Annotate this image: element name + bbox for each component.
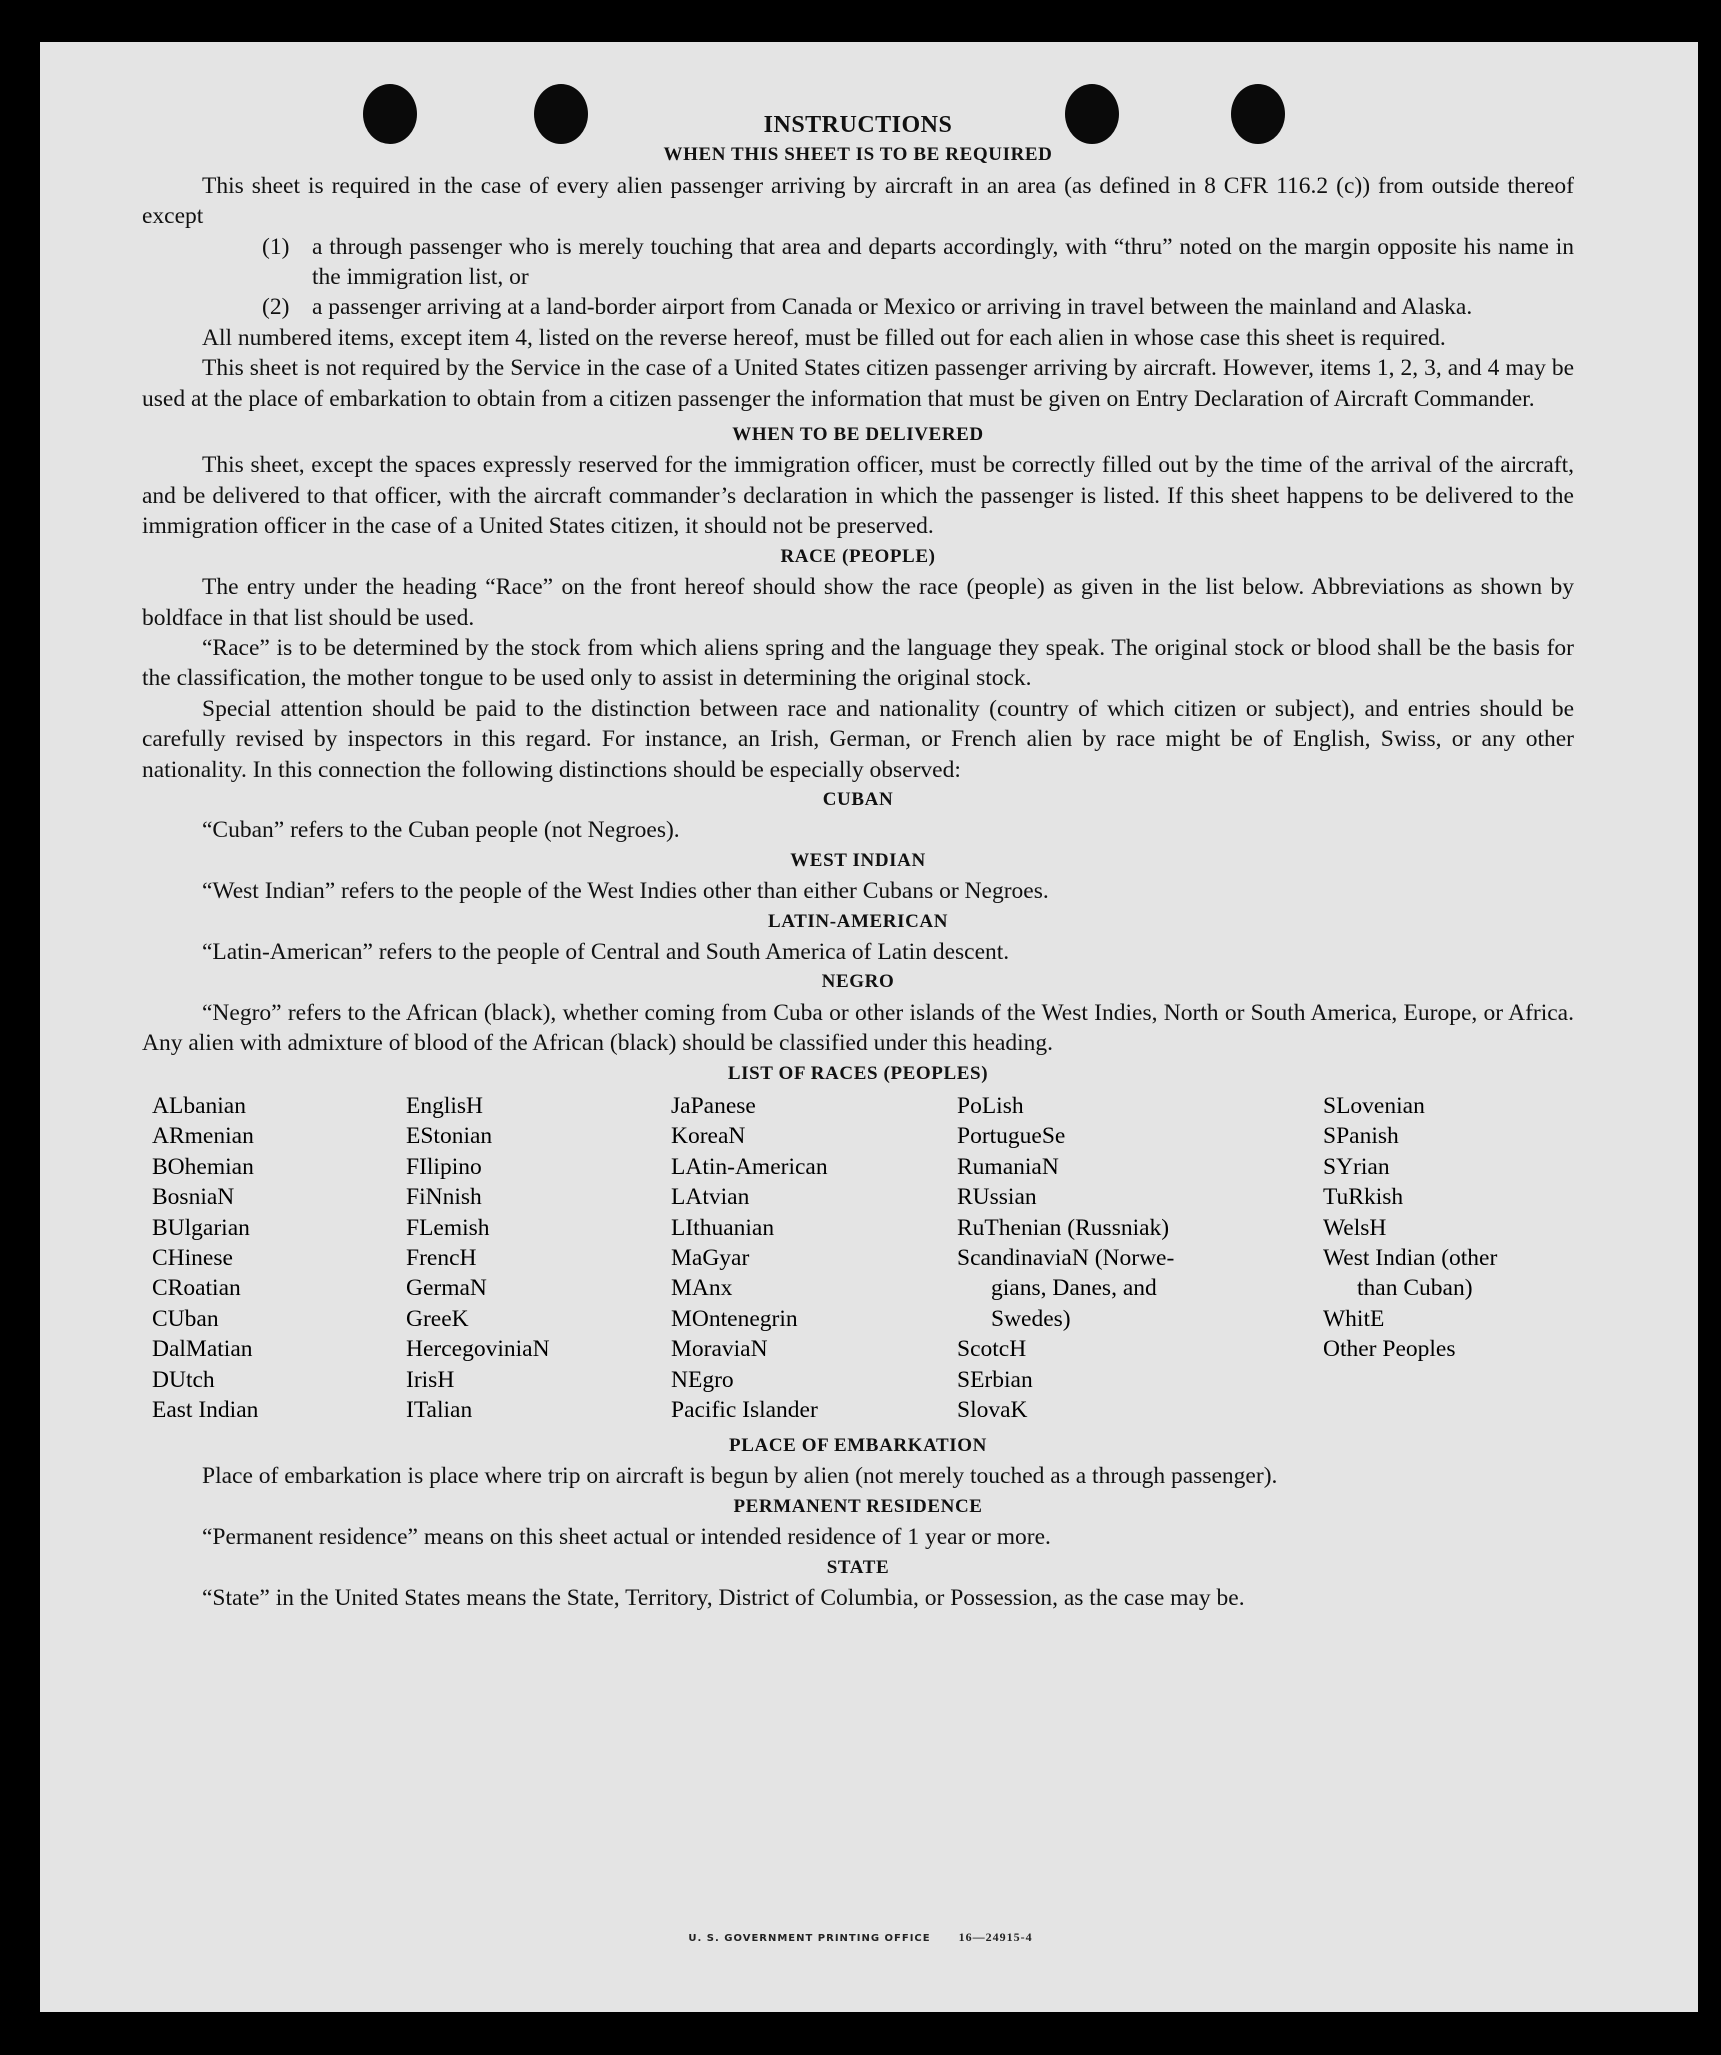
race-entry: than Cuban) [1357,1275,1473,1302]
race-entry: ALbanian [152,1093,246,1119]
race-entry: RuThenian (Russniak) [957,1214,1170,1241]
races-column [406,1091,550,1425]
item-text: a through passenger who is merely touching that area and departs accordingly, with “thru” noted on the margin opposite his name in the immigration list, or [312,233,1574,291]
race-entry: JaPanese [671,1093,756,1119]
race-entry: PoLish [957,1093,1024,1119]
race-entry: East Indian [152,1397,259,1424]
paragraph: “Permanent residence” means on this sheet actual or intended residence of 1 year or more. [202,1524,1051,1551]
heading-latin-american: LATIN-AMERICAN [767,910,949,932]
races-column [957,1091,1174,1425]
paragraph: “Latin-American” refers to the people of Central and South America of Latin descent. [202,938,1010,965]
race-entry: West Indian (other [1323,1245,1498,1272]
printer-name: U. S. GOVERNMENT PRINTING OFFICE [688,1933,931,1944]
instructions-content [142,110,1574,1613]
races-column [152,1091,258,1425]
races-column [671,1091,828,1425]
race-entry: SLovenian [1323,1093,1425,1119]
heading-cuban: CUBAN [822,788,894,810]
paragraph: This sheet is not required by the Service in the case of a United States citizen passenger arriving by aircraft. However, items 1, 2, 3, and 4 may be used at the place of embarkation to obtain from a citizen passenger the information that must be given on Entry Declaration of Aircraft Commander. [142,355,1574,412]
page-title: INSTRUCTIONS [763,112,953,138]
item-number: (1) [262,233,290,260]
race-entry: IrisH [406,1366,455,1393]
race-entry: FiNnish [406,1184,482,1211]
race-entry: RUssian [957,1184,1037,1211]
paragraph: Place of embarkation is place where trip on aircraft is begun by alien (not merely touched as a through passenger). [202,1463,1278,1490]
race-entry: CUban [152,1305,219,1332]
race-entry: FLemish [406,1214,490,1241]
race-entry: LAtin-American [671,1153,828,1180]
heading-negro: NEGRO [821,971,895,993]
race-entry: TuRkish [1323,1184,1404,1211]
printer-imprint [0,1930,1721,1945]
race-entry: ScotcH [957,1336,1027,1363]
race-entry: SlovaK [957,1397,1028,1424]
race-entry: SPanish [1323,1123,1399,1150]
heading-embarkation: PLACE OF EMBARKATION [729,1435,987,1456]
heading-state: STATE [826,1556,890,1578]
race-entry: DUtch [152,1366,215,1393]
paragraph: “West Indian” refers to the people of the West Indies other than either Cubans or Negroes. [202,878,1049,905]
race-entry: PortugueSe [957,1123,1066,1150]
paragraph: “Cuban” refers to the Cuban people (not Negroes). [202,817,680,844]
race-entry: HercegoviniaN [406,1336,550,1363]
race-entry: FrencH [406,1245,477,1272]
race-entry: MoraviaN [671,1336,768,1363]
race-entry: KoreaN [671,1123,746,1150]
race-entry: gians, Danes, and [991,1275,1157,1302]
races-list [142,1091,1574,1431]
race-entry: SErbian [957,1366,1033,1393]
race-entry: DalMatian [152,1336,253,1363]
heading-race: RACE (PEOPLE) [780,545,936,567]
race-entry: ARmenian [152,1123,254,1150]
paragraph: This sheet, except the spaces expressly reserved for the immigration officer, must be correctly filled out by the time of the arrival of the aircraft, and be delivered to that officer, with the aircraft commander’s declaration in which the passenger is listed. If this sheet happens to be delivered to the immigration officer in the case of a United States citizen, it should not be preserved. [142,452,1574,540]
race-entry: LIthuanian [671,1214,775,1241]
paragraph: The entry under the heading “Race” on the front hereof should show the race (people) as given in the list below. Abbreviations as shown by boldface in that list should be used. [142,574,1574,631]
item-number: (2) [262,294,290,321]
race-entry: GermaN [406,1275,487,1302]
race-entry: ScandinaviaN (Norwe- [957,1245,1175,1272]
race-entry: MAnx [671,1275,733,1302]
heading-when-delivered: WHEN TO BE DELIVERED [732,424,984,446]
race-entry: WelsH [1323,1214,1387,1241]
paragraph: “Negro” refers to the African (black), whether coming from Cuba or other islands of the West Indies, North or South America, Europe, or Africa. Any alien with admixture of blood of the African (black) should be classified under this heading. [142,999,1574,1057]
race-entry: NEgro [671,1366,734,1393]
heading-west-indian: WEST INDIAN [790,849,926,871]
race-entry: SYrian [1323,1153,1390,1180]
race-entry: FIlipino [406,1153,482,1180]
race-entry: ITalian [406,1397,473,1424]
race-entry: Other Peoples [1323,1336,1456,1363]
race-entry: MOntenegrin [671,1305,798,1332]
race-entry: GreeK [406,1305,469,1332]
race-entry: BOhemian [152,1153,254,1180]
race-entry: CHinese [152,1245,233,1272]
race-entry: Pacific Islander [671,1397,818,1424]
list-item [262,292,1574,322]
heading-permanent-residence: PERMANENT RESIDENCE [733,1495,983,1517]
race-entry: LAtvian [671,1184,750,1211]
paragraph: “State” in the United States means the State, Territory, District of Columbia, or Possession, as the case may be. [202,1585,1245,1612]
item-text: a passenger arriving at a land-border airport from Canada or Mexico or arriving in travel between the mainland and Alaska. [312,294,1473,321]
race-entry: RumaniaN [957,1153,1059,1180]
race-entry: WhitE [1323,1305,1385,1332]
form-code: 16—24915-4 [958,1930,1033,1944]
heading-list-of-races: LIST OF RACES (PEOPLES) [727,1062,989,1084]
race-entry: EStonian [406,1123,493,1150]
race-entry: Swedes) [991,1305,1071,1332]
race-entry: EnglisH [406,1093,484,1119]
paragraph: Special attention should be paid to the distinction between race and nationality (country of which citizen or subject), and entries should be carefully revised by inspectors in this regard. For instance, an Irish, German, or French alien by race might be of English, Swiss, or any other nationality. In this connection the following distinctions should be especially observed: [142,695,1574,783]
paragraph: This sheet is required in the case of every alien passenger arriving by aircraft in an area (as defined in 8 CFR 116.2 (c)) from outside thereof except [142,172,1574,230]
race-entry: CRoatian [152,1275,241,1302]
paragraph: All numbered items, except item 4, listed on the reverse hereof, must be filled out for each alien in whose case this sheet is required. [202,324,1446,351]
race-entry: BosniaN [152,1184,235,1211]
races-column [1323,1091,1497,1365]
paragraph: “Race” is to be determined by the stock from which aliens spring and the language they speak. The original stock or blood shall be the basis for the classification, the mother tongue to be used only to assist in determining the original stock. [142,634,1574,692]
race-entry: BUlgarian [152,1214,250,1241]
list-item [262,232,1574,293]
heading-when-required: WHEN THIS SHEET IS TO BE REQUIRED [663,144,1053,166]
race-entry: MaGyar [671,1245,750,1272]
